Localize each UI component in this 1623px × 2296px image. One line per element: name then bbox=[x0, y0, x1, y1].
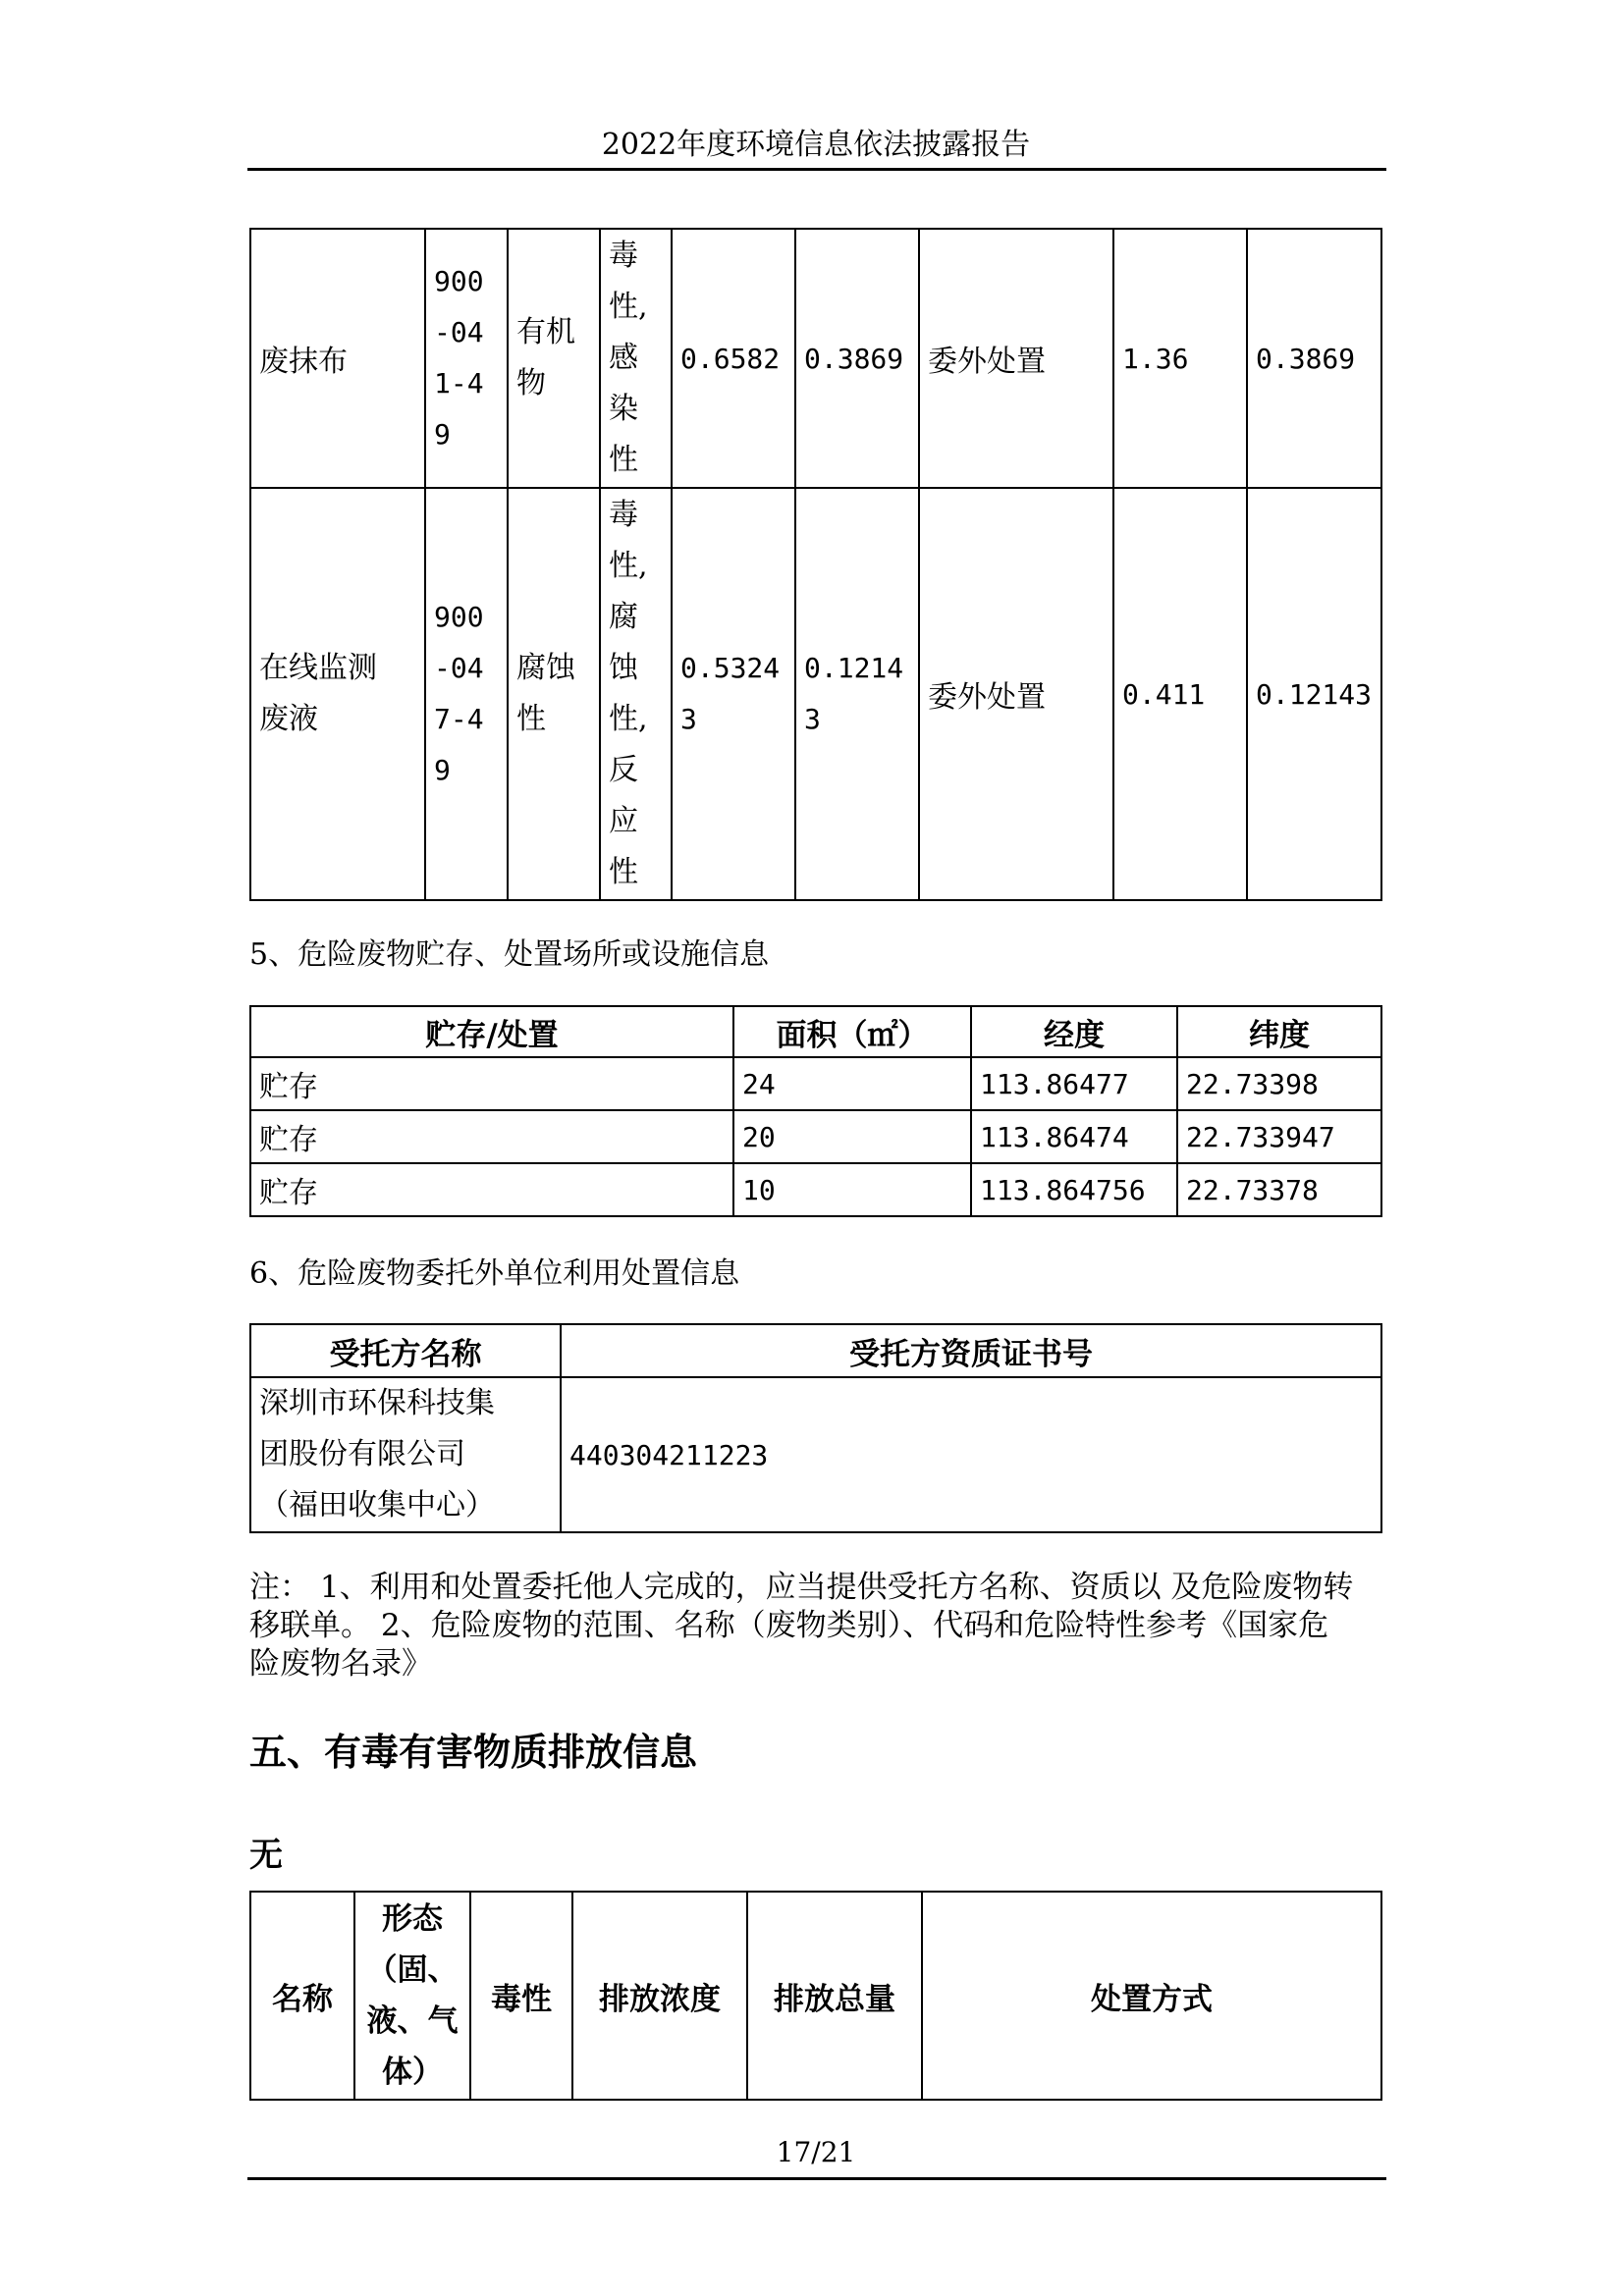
footnote: 注： 1、利用和处置委托他人完成的，应当提供受托方名称、资质以 及危险废物转移联单。 2、危险废物的范围、名称（废物类别）、代码和危险特性参考《国家危险废物名录》 bbox=[249, 1570, 1354, 1682]
table-cell: 10 bbox=[733, 1163, 971, 1216]
footer-rule bbox=[247, 2177, 1386, 2180]
waste-name: 在线监测 废液 bbox=[250, 488, 425, 900]
table-row bbox=[250, 488, 1381, 900]
waste-method: 委外处置 bbox=[919, 229, 1113, 488]
waste-name: 废抹布 bbox=[250, 229, 425, 488]
table-cell: 22.73378 bbox=[1177, 1163, 1381, 1216]
table-cell: 113.86477 bbox=[971, 1057, 1177, 1110]
table-cell: 22.733947 bbox=[1177, 1110, 1381, 1163]
column-header: 经度 bbox=[971, 1006, 1177, 1057]
section-heading: 五、有毒有害物质排放信息 bbox=[249, 1731, 698, 1774]
table-cell: 113.86474 bbox=[971, 1110, 1177, 1163]
column-header: 受托方资质证书号 bbox=[561, 1324, 1381, 1377]
waste-method: 委外处置 bbox=[919, 488, 1113, 900]
table-row bbox=[250, 1163, 1381, 1216]
waste-value-2: 0.1214 3 bbox=[795, 488, 919, 900]
column-header: 面积（㎡） bbox=[733, 1006, 971, 1057]
section6-title: 6、危险废物委托外单位利用处置信息 bbox=[249, 1256, 740, 1291]
waste-hazard: 毒 性, 感 染 性 bbox=[600, 229, 672, 488]
waste-value-1: 0.6582 bbox=[672, 229, 795, 488]
table-row bbox=[250, 229, 1381, 488]
page-number: 17/21 bbox=[776, 2136, 856, 2168]
table-cell: 22.73398 bbox=[1177, 1057, 1381, 1110]
table-cell: 贮存 bbox=[250, 1163, 733, 1216]
table-row bbox=[250, 1110, 1381, 1163]
waste-value-4: 0.12143 bbox=[1247, 488, 1381, 900]
column-header: 排放总量 bbox=[747, 1892, 922, 2100]
contractor-name: 深圳市环保科技集 团股份有限公司 （福田收集中心） bbox=[250, 1377, 561, 1532]
column-header: 纬度 bbox=[1177, 1006, 1381, 1057]
table-cell: 20 bbox=[733, 1110, 971, 1163]
waste-value-3: 0.411 bbox=[1113, 488, 1247, 900]
header-rule bbox=[247, 168, 1386, 171]
waste-value-2: 0.3869 bbox=[795, 229, 919, 488]
toxic-emission-table bbox=[249, 1891, 1382, 2101]
table-cell: 24 bbox=[733, 1057, 971, 1110]
waste-value-1: 0.5324 3 bbox=[672, 488, 795, 900]
certificate-number: 440304211223 bbox=[561, 1377, 1381, 1532]
waste-type: 腐蚀 性 bbox=[508, 488, 600, 900]
contractor-table bbox=[249, 1323, 1382, 1533]
report-header-title: 2022年度环境信息依法披露报告 bbox=[601, 128, 1031, 162]
table-row bbox=[250, 1377, 1381, 1532]
column-header: 处置方式 bbox=[922, 1892, 1381, 2100]
table-header-row bbox=[250, 1006, 1381, 1057]
none-label: 无 bbox=[249, 1836, 283, 1875]
section5-title: 5、危险废物贮存、处置场所或设施信息 bbox=[249, 937, 770, 972]
table-cell: 贮存 bbox=[250, 1057, 733, 1110]
table-cell: 113.864756 bbox=[971, 1163, 1177, 1216]
waste-code: 900 -04 7-4 9 bbox=[425, 488, 508, 900]
waste-value-3: 1.36 bbox=[1113, 229, 1247, 488]
column-header-form: 形态 （固、 液、气 体） bbox=[354, 1892, 470, 2100]
column-header: 名称 bbox=[250, 1892, 354, 2100]
waste-hazard: 毒 性, 腐 蚀 性, 反 应 性 bbox=[600, 488, 672, 900]
waste-value-4: 0.3869 bbox=[1247, 229, 1381, 488]
hazardous-waste-table bbox=[249, 228, 1382, 901]
table-row bbox=[250, 1057, 1381, 1110]
column-header: 毒性 bbox=[470, 1892, 572, 2100]
table-header-row bbox=[250, 1892, 1381, 2100]
table-cell: 贮存 bbox=[250, 1110, 733, 1163]
table-header-row bbox=[250, 1324, 1381, 1377]
storage-facility-table bbox=[249, 1005, 1382, 1217]
column-header: 排放浓度 bbox=[572, 1892, 747, 2100]
column-header: 受托方名称 bbox=[250, 1324, 561, 1377]
column-header: 贮存/处置 bbox=[250, 1006, 733, 1057]
waste-type: 有机 物 bbox=[508, 229, 600, 488]
waste-code: 900 -04 1-4 9 bbox=[425, 229, 508, 488]
